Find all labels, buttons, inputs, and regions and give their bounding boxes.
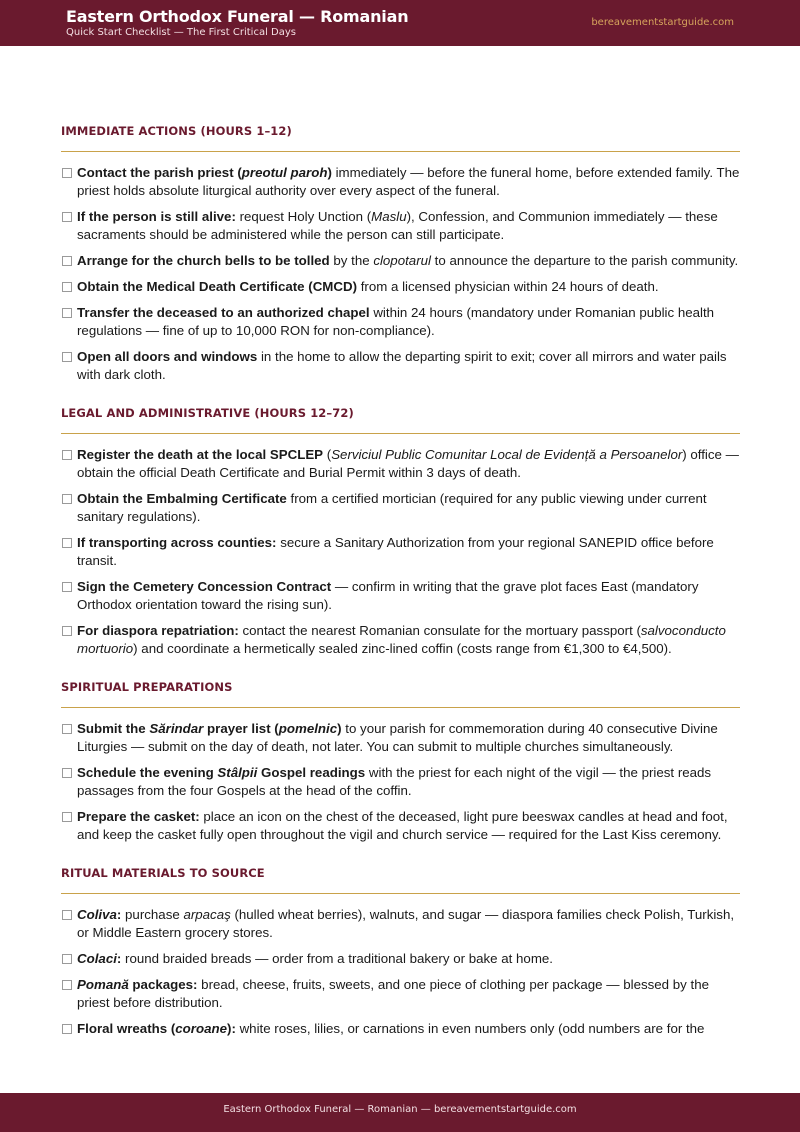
item-lead-text: coroane	[175, 1021, 228, 1036]
section-heading: RITUAL MATERIALS TO SOURCE	[61, 866, 740, 894]
item-lead-text: Sărindar	[149, 721, 204, 736]
item-lead-text: :	[116, 907, 122, 922]
item-body-text: immediately — before the funeral home, before extended family. The priest holds absolute liturgical authority over every aspect of the funeral.	[77, 165, 740, 198]
site-name: bereavementstartguide.com	[591, 17, 734, 28]
item-lead-text: Open all doors and windows	[77, 349, 258, 364]
item-lead-text: pomelnic	[278, 721, 338, 736]
checkbox[interactable]	[62, 626, 72, 636]
item-lead-text: Submit the	[77, 721, 150, 736]
item-lead-text: Coliva	[77, 907, 117, 922]
item-lead	[77, 1021, 236, 1036]
item-body-text: clopotarul	[373, 253, 431, 268]
checkbox[interactable]	[62, 494, 72, 504]
item-body-text: ) office — obtain the official Death Certificate and Burial Permit within 3 days of death.	[77, 447, 739, 480]
checklist-item	[61, 720, 740, 756]
item-lead-text: Obtain the Medical Death Certificate (CMCD)	[77, 279, 358, 294]
item-body-text: secure a Sanitary Authorization from your regional SANEPID office before transit.	[77, 535, 714, 568]
checklist-item	[61, 490, 740, 526]
item-body-text: Serviciul Public Comunitar Local de Evidență a Persoanelor	[331, 447, 683, 462]
item-lead-text: Schedule the evening	[77, 765, 218, 780]
checklist-items	[61, 152, 740, 406]
item-body-text: from a certified mortician (required for any public viewing under current sanitary regulations).	[77, 491, 707, 524]
checklist-item	[61, 252, 740, 270]
item-lead	[77, 165, 332, 180]
item-body-text: place an icon on the chest of the deceased, light pure beeswax candles at head and foot, and keep the casket fully open throughout the vigil and church service — required for the Last Kiss ceremony.	[77, 809, 728, 842]
item-body-text: white roses, lilies, or carnations in even numbers only (odd numbers are for the	[235, 1021, 705, 1036]
item-body-text: in the home to allow the departing spirit to exit; cover all mirrors and water pails with dark cloth.	[77, 349, 727, 382]
item-lead	[77, 491, 287, 506]
item-body-text: to announce the departure to the parish community.	[430, 253, 739, 268]
item-body-text: to your parish for commemoration during 40 consecutive Divine Liturgies — submit on the day of death, not later. You can submit to multiple churches simultaneously.	[77, 721, 718, 754]
item-lead	[77, 279, 357, 294]
item-body-text: with the priest for each night of the vigil — the priest reads passages from the four Gospels at the head of the coffin.	[77, 765, 712, 798]
item-lead-text: Transfer the deceased to an authorized chapel	[77, 305, 370, 320]
item-lead	[77, 305, 370, 320]
footer-text: Eastern Orthodox Funeral — Romanian — bereavementstartguide.com	[223, 1104, 577, 1115]
item-lead	[77, 809, 200, 824]
item-lead	[77, 907, 121, 922]
item-lead-text: Obtain the Embalming Certificate	[77, 491, 287, 506]
item-lead	[77, 951, 121, 966]
checkbox[interactable]	[62, 282, 72, 292]
item-body-text: bread, cheese, fruits, sweets, and one piece of clothing per package — blessed by the priest before distribution.	[77, 977, 709, 1010]
checklist-item	[61, 578, 740, 614]
item-lead-text: For diaspora repatriation:	[77, 623, 239, 638]
checklist-item	[61, 208, 740, 244]
checklist-item	[61, 622, 740, 658]
item-lead	[77, 349, 257, 364]
item-lead	[77, 765, 365, 780]
item-lead-text: )	[337, 721, 342, 736]
item-lead-text: Register the death at the local SPCLEP	[77, 447, 324, 462]
item-body-text: (hulled wheat berries), walnuts, and sugar — diaspora families check Polish, Turkish, or Middle Eastern grocery stores.	[77, 907, 735, 940]
checklist-section	[61, 866, 740, 1060]
checklist-item	[61, 534, 740, 570]
checklist-item	[61, 906, 740, 942]
checkbox[interactable]	[62, 812, 72, 822]
item-lead-text: Prepare the casket:	[77, 809, 200, 824]
checkbox[interactable]	[62, 980, 72, 990]
checklist-items	[61, 434, 740, 680]
page-subtitle: Quick Start Checklist — The First Critical Days	[66, 27, 296, 38]
item-lead-text: prayer list (	[203, 721, 279, 736]
item-lead-text: ):	[227, 1021, 236, 1036]
checkbox[interactable]	[62, 168, 72, 178]
checkbox[interactable]	[62, 352, 72, 362]
item-lead-text: Sign the Cemetery Concession Contract	[77, 579, 332, 594]
item-lead-text: Floral wreaths (	[77, 1021, 176, 1036]
item-body	[330, 253, 739, 268]
checkbox[interactable]	[62, 1024, 72, 1034]
checklist-section	[61, 680, 740, 866]
item-lead	[77, 535, 277, 550]
item-body-text: ), Confession, and Communion immediately — these sacraments should be administered while the person can still participate.	[77, 209, 718, 242]
item-lead	[77, 623, 239, 638]
checklist-item	[61, 764, 740, 800]
item-lead-text: If the person is still alive:	[77, 209, 236, 224]
checkbox[interactable]	[62, 308, 72, 318]
checklist-item	[61, 278, 740, 296]
item-lead	[77, 977, 197, 992]
checkbox[interactable]	[62, 954, 72, 964]
checklist-content	[61, 124, 740, 1060]
page-footer	[0, 1093, 800, 1132]
section-heading: SPIRITUAL PREPARATIONS	[61, 680, 740, 708]
checklist-item	[61, 950, 740, 968]
item-lead-text: Pomană	[77, 977, 129, 992]
item-body-text: salvoconducto mortuorio	[77, 623, 726, 656]
item-body-text: round braided breads — order from a traditional bakery or bake at home.	[121, 951, 553, 966]
checklist-item	[61, 808, 740, 844]
item-lead	[77, 447, 323, 462]
item-lead-text: :	[116, 951, 122, 966]
item-lead-text: Gospel readings	[257, 765, 366, 780]
item-body-text: within 24 hours (mandatory under Romanian public health regulations — fine of up to 10,000 RON for non-compliance).	[77, 305, 715, 338]
page-header	[0, 0, 800, 46]
item-body	[236, 1021, 705, 1036]
item-lead-text: Arrange for the church bells to be tolled	[77, 253, 330, 268]
item-lead-text: preotul paroh	[241, 165, 328, 180]
item-body-text: contact the nearest Romanian consulate for the mortuary passport (	[238, 623, 641, 638]
checklist-item	[61, 1020, 740, 1038]
section-heading: LEGAL AND ADMINISTRATIVE (HOURS 12–72)	[61, 406, 740, 434]
checklist-item	[61, 976, 740, 1012]
checklist-section	[61, 124, 740, 406]
item-body-text: Maslu	[371, 209, 407, 224]
item-lead	[77, 721, 342, 736]
checkbox[interactable]	[62, 582, 72, 592]
checkbox[interactable]	[62, 724, 72, 734]
item-body-text: arpacaş	[183, 907, 231, 922]
item-body	[357, 279, 659, 294]
item-body-text: — confirm in writing that the grave plot faces East (mandatory Orthodox orientation toward the rising sun).	[77, 579, 699, 612]
checklist-item	[61, 348, 740, 384]
page-title: Eastern Orthodox Funeral — Romanian	[66, 7, 409, 26]
item-lead	[77, 579, 331, 594]
checkbox[interactable]	[62, 768, 72, 778]
item-body-text: purchase	[121, 907, 184, 922]
checklist-item	[61, 304, 740, 340]
checkbox[interactable]	[62, 910, 72, 920]
item-body-text: by the	[329, 253, 374, 268]
item-lead	[77, 253, 330, 268]
checklist-items	[61, 894, 740, 1060]
checkbox[interactable]	[62, 212, 72, 222]
item-body-text: request Holy Unction (	[235, 209, 372, 224]
checkbox[interactable]	[62, 538, 72, 548]
section-heading: IMMEDIATE ACTIONS (HOURS 1–12)	[61, 124, 740, 152]
checklist-section	[61, 406, 740, 680]
item-lead-text: packages:	[128, 977, 198, 992]
checklist-items	[61, 708, 740, 866]
checklist-item	[61, 164, 740, 200]
item-lead-text: If transporting across counties:	[77, 535, 277, 550]
item-body	[121, 951, 553, 966]
item-lead-text: )	[327, 165, 332, 180]
item-lead-text: Colaci	[77, 951, 117, 966]
checkbox[interactable]	[62, 256, 72, 266]
item-body-text: from a licensed physician within 24 hours of death.	[357, 279, 659, 294]
item-lead	[77, 209, 236, 224]
item-body	[77, 907, 734, 940]
item-lead-text: Contact the parish priest (	[77, 165, 242, 180]
item-lead-text: Stâlpii	[217, 765, 258, 780]
item-body-text: (	[323, 447, 332, 462]
checkbox[interactable]	[62, 450, 72, 460]
item-body-text: ) and coordinate a hermetically sealed zinc-lined coffin (costs range from €1,300 to €4,500).	[133, 641, 672, 656]
checklist-item	[61, 446, 740, 482]
